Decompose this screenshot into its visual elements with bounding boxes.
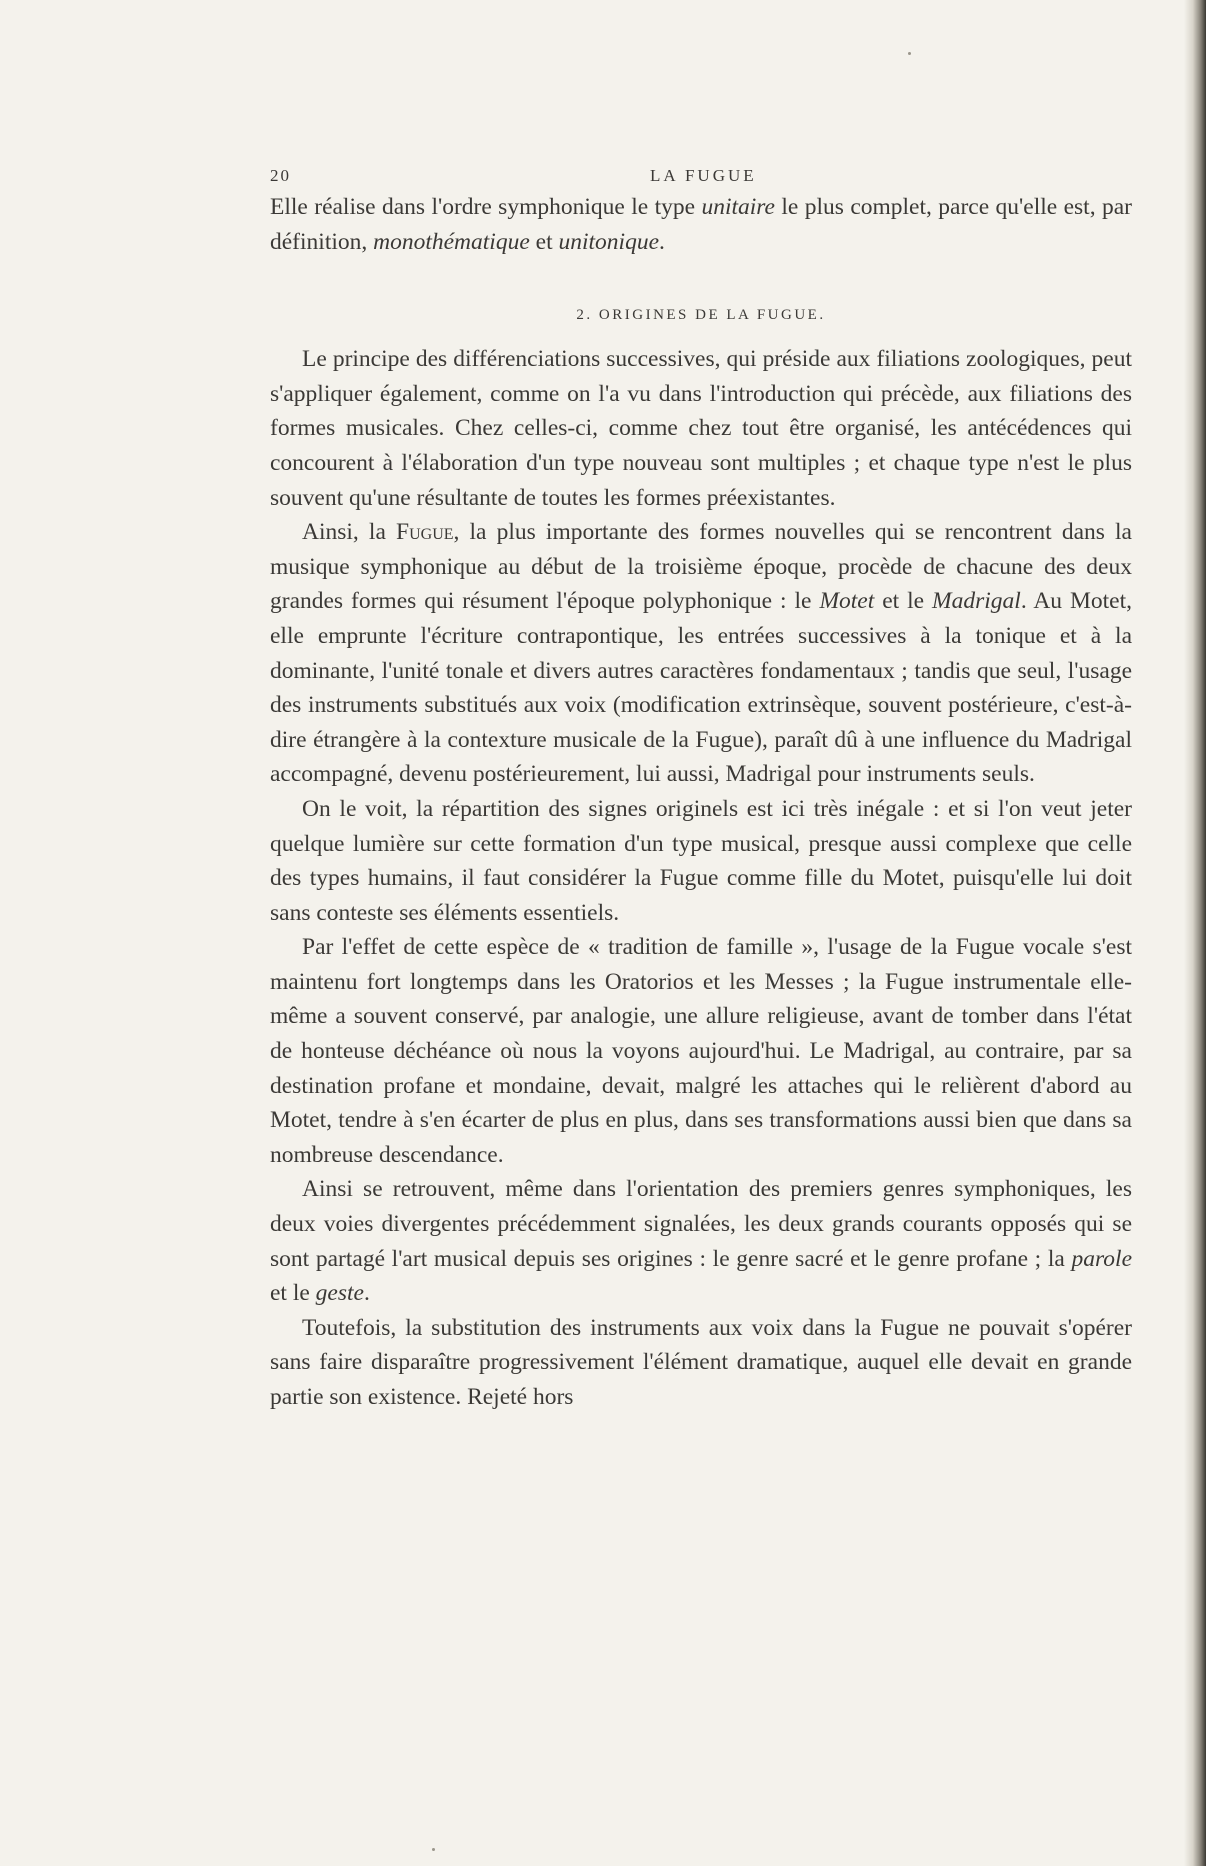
paragraph-5: Par l'effet de cette espèce de « tradition de famille », l'usage de la Fugue vocale s'est maintenu fort longtemps dans les Oratorios et les Messes ; la Fugue instrumentale elle-même a souvent conservé, par analogie, une allure religieuse, avant de tomber dans l'état de honteuse déchéance où nous la voyons aujourd'hui. Le Madrigal, au contraire, par sa destination profane et mondaine, devait, malgré les attaches qui le relièrent d'abord au Motet, tendre à s'en écarter de plus en plus, dans ses transformations aussi bien que dans sa nombreuse descendance. (270, 934, 1132, 1168)
text-run: et le (270, 1280, 316, 1307)
italic-term: Motet (819, 588, 875, 615)
small-caps-term: Fugue (396, 519, 454, 546)
paragraph-4: On le voit, la répartition des signes originels est ici très inégale : et si l'on veut jeter quelque lumière sur cette formation d'un type musical, presque aussi complexe que celle des types humains, il faut considérer la Fugue comme fille du Motet, puisqu'elle lui doit sans conteste ses éléments essentiels. (270, 795, 1132, 926)
text-run: . (363, 1280, 370, 1307)
book-page (270, 160, 1132, 1415)
italic-term: unitaire (701, 194, 775, 220)
running-title: LA FUGUE (650, 166, 757, 185)
text-run: . (659, 228, 665, 255)
italic-term: geste (315, 1280, 364, 1307)
italic-term: unitonique (558, 228, 660, 255)
italic-term: parole (1071, 1245, 1132, 1272)
running-head (270, 160, 1132, 190)
text-run: Ainsi, la (302, 519, 397, 546)
section-heading: 2. ORIGINES DE LA FUGUE. (576, 307, 826, 324)
text-run: Elle réalise dans l'ordre symphonique le type (270, 194, 702, 220)
text-run: et (529, 228, 559, 255)
text-run: Ainsi se retrouvent, même dans l'orientation des premiers genres symphoniques, les deux voies divergentes précédemment signalées, les deux grands courants opposés qui se sont partagé l'art musical depuis ses origines : le genre sacré et le genre profane ; la (270, 1176, 1132, 1272)
paper-speck (432, 1848, 435, 1851)
paragraph-7: Toutefois, la substitution des instruments aux voix dans la Fugue ne pouvait s'opérer sans faire disparaître progressivement l'élément dramatique, auquel elle devait en grande partie son existence. Rejeté hors (270, 1314, 1132, 1410)
italic-term: Madrigal (932, 588, 1021, 615)
text-run: . Au Motet, elle emprunte l'écriture contrapontique, les entrées successives à la tonique et à la dominante, l'unité tonale et divers autres caractères fondamentaux ; tandis que seul, l'usage des instruments substitués aux voix (modification extrinsèque, souvent postérieure, c'est-à-dire étrangère à la contexture musicale de la Fugue), paraît dû à une influence du Madrigal accompagné, devenu postérieurement, lui aussi, Madrigal pour instruments seuls. (270, 588, 1133, 788)
text-run: , la plus importante des formes nouvelles qui se rencontrent dans la musique symphonique au début de la troisième époque, procède de chacune des deux grandes formes qui résument l'époque polyphonique : le (270, 519, 1132, 615)
paragraph-6 (270, 1172, 1132, 1310)
paragraph-2: Le principe des différenciations successives, qui préside aux filiations zoologiques, peut s'appliquer également, comme on l'a vu dans l'introduction qui précède, aux filiations des formes musicales. Chez celles-ci, comme chez tout être organisé, les antécédences qui concourent à l'élaboration d'un type nouveau sont multiples ; et chaque type n'est le plus souvent qu'une résultante de toutes les formes préexistantes. (270, 346, 1132, 511)
book-binding-shadow (1184, 0, 1206, 1866)
text-run: et le (874, 588, 933, 615)
page-number: 20 (270, 166, 291, 185)
paragraph-1 (270, 190, 1132, 259)
italic-term: monothématique (373, 228, 530, 255)
text-run: le plus complet, parce qu'elle est, par définition, (270, 194, 1132, 255)
paragraph-3 (270, 515, 1132, 792)
paper-speck (908, 52, 911, 55)
